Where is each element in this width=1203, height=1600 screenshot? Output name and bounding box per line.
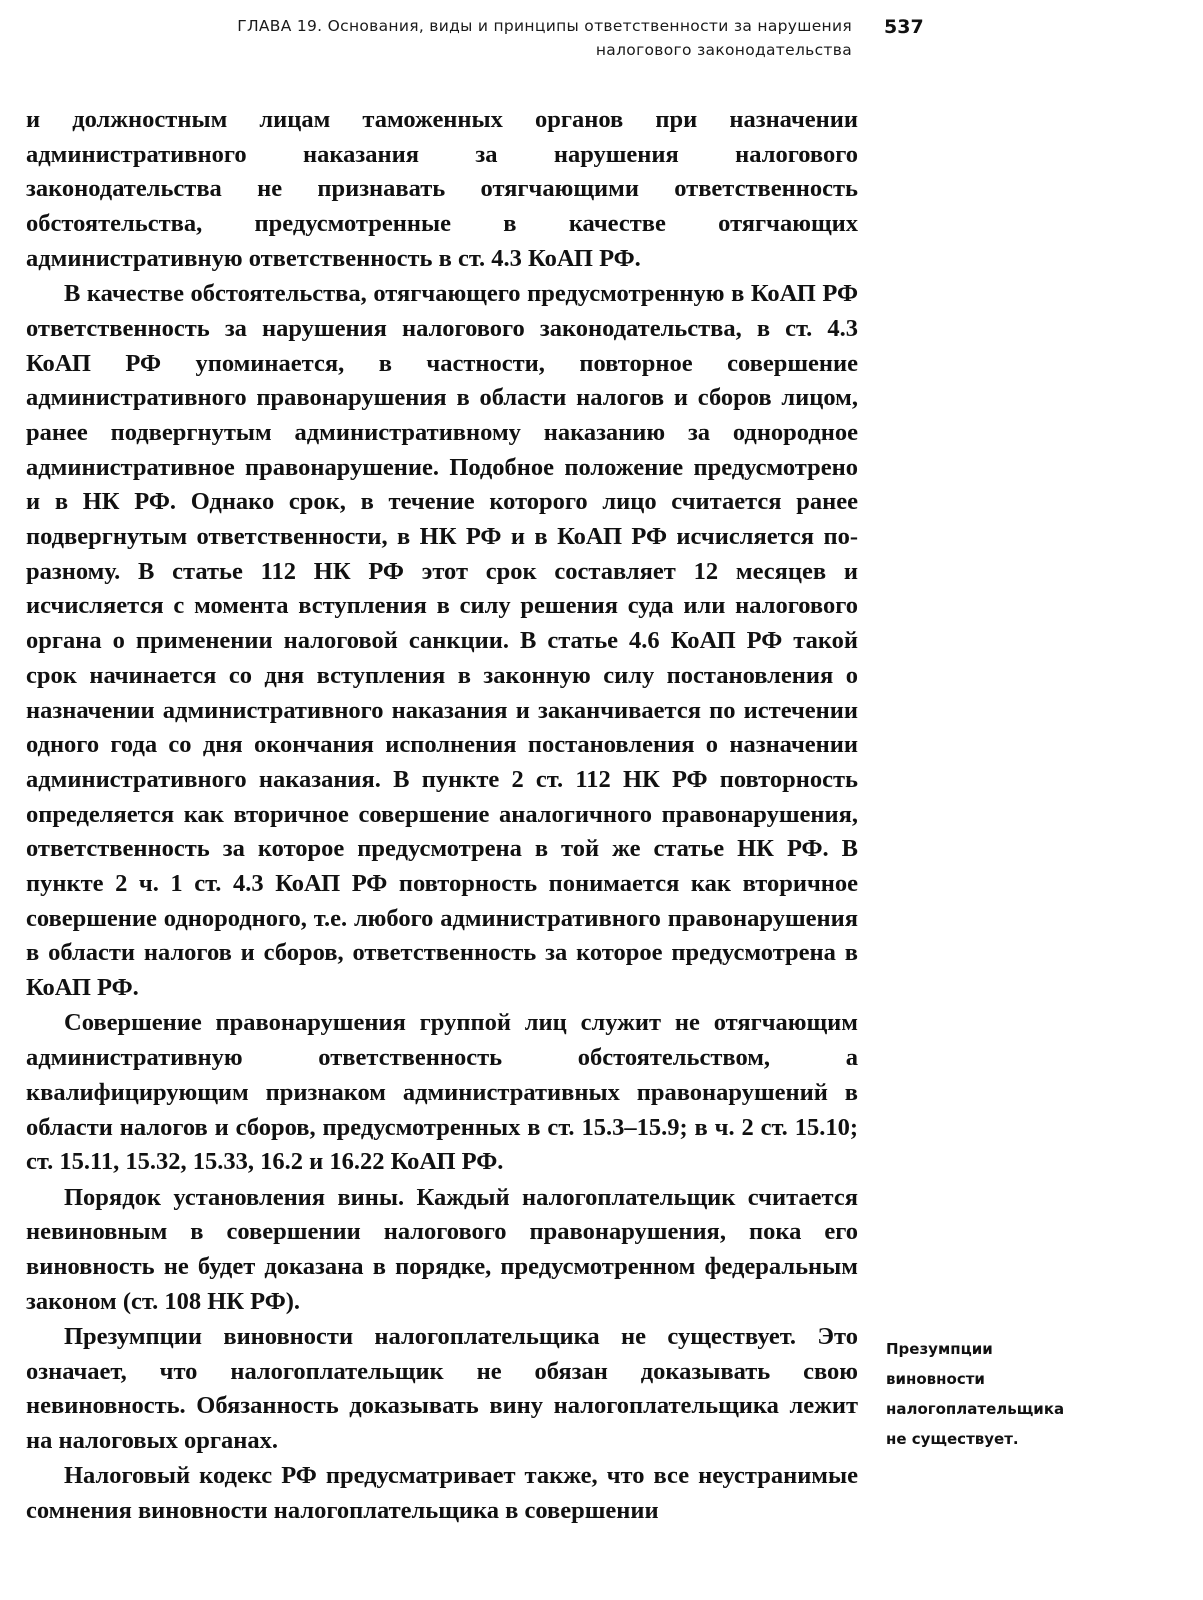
paragraph-no-presumption: Презумпции виновности налогоплательщика не существует. Это означает, что налогоплательщик не обязан доказывать свою невиновность. Обязанность доказывать вину налогоплательщика лежит на налоговых органах. — [26, 1322, 858, 1455]
page-number: 537 — [884, 16, 924, 38]
paragraph-continuation: и должностным лицам таможенных органов при назначении административного наказания за нарушения налогового законодательства не признавать отягчающими ответственность обстоятельства, предусмотренные в качестве отягчающих административную ответственность в ст. 4.3 КоАП РФ. — [26, 106, 858, 272]
main-text-column — [26, 103, 858, 1529]
running-header — [100, 14, 852, 62]
chapter-title-line-1: ГЛАВА 19. Основания, виды и принципы ответственности за нарушения — [237, 17, 852, 35]
margin-note-line: виновности — [886, 1370, 985, 1388]
margin-note-line: не существует. — [886, 1430, 1019, 1448]
margin-note-line: Презумпции — [886, 1340, 993, 1358]
paragraph-doubts: Налоговый кодекс РФ предусматривает также, что все неустранимые сомнения виновности налогоплательщика в совершении — [26, 1462, 858, 1525]
paragraph-group-offense: Совершение правонарушения группой лиц служит не отягчающим административную ответственность обстоятельством, а квалифицирующим признаком административных правонарушений в области налогов и сборов, предусмотренных в ст. 15.3–15.9; в ч. 2 ст. 15.10; ст. 15.11, 15.32, 15.33, 16.2 и 16.22 КоАП РФ. — [26, 1009, 858, 1176]
margin-note — [886, 1334, 1086, 1454]
chapter-title-line-2: налогового законодательства — [595, 41, 852, 59]
margin-note-line: налогоплательщика — [886, 1400, 1065, 1418]
paragraph-aggravating-circumstance: В качестве обстоятельства, отягчающего предусмотренную в КоАП РФ ответственность за нарушения налогового законодательства, в ст. 4.3 КоАП РФ упоминается, в частности, повторное совершение административного правонарушения в области налогов и сборов лицом, ранее подвергнутым административному наказанию за однородное административное правонарушение. Подобное положение предусмотрено и в НК РФ. Однако срок, в течение которого лицо считается ранее подвергнутым ответственности, в НК РФ и в КоАП РФ исчисляется по-разному. В статье 112 НК РФ этот срок составляет 12 месяцев и исчисляется с момента вступления в силу решения суда или налогового органа о применении налоговой санкции. В статье 4.6 КоАП РФ такой срок начинается со дня вступления в законную силу постановления о назначении административного наказания и заканчивается по истечении одного года со дня окончания исполнения постановления о назначении административного наказания. В пункте 2 ст. 112 НК РФ повторность определяется как вторичное совершение аналогичного правонарушения, ответственность за которое предусмотрена в той же статье НК РФ. В пункте 2 ч. 1 ст. 4.3 КоАП РФ повторность понимается как вторичное совершение однородного, т.е. любого административного правонарушения в области налогов и сборов, ответственность за которое предусмотрена в КоАП РФ. — [26, 280, 858, 1002]
paragraph-guilt-procedure: Порядок установления вины. Каждый налогоплательщик считается невиновным в совершении налогового правонарушения, пока его виновность не будет доказана в порядке, предусмотренном федеральным законом (ст. 108 НК РФ). — [26, 1183, 858, 1315]
